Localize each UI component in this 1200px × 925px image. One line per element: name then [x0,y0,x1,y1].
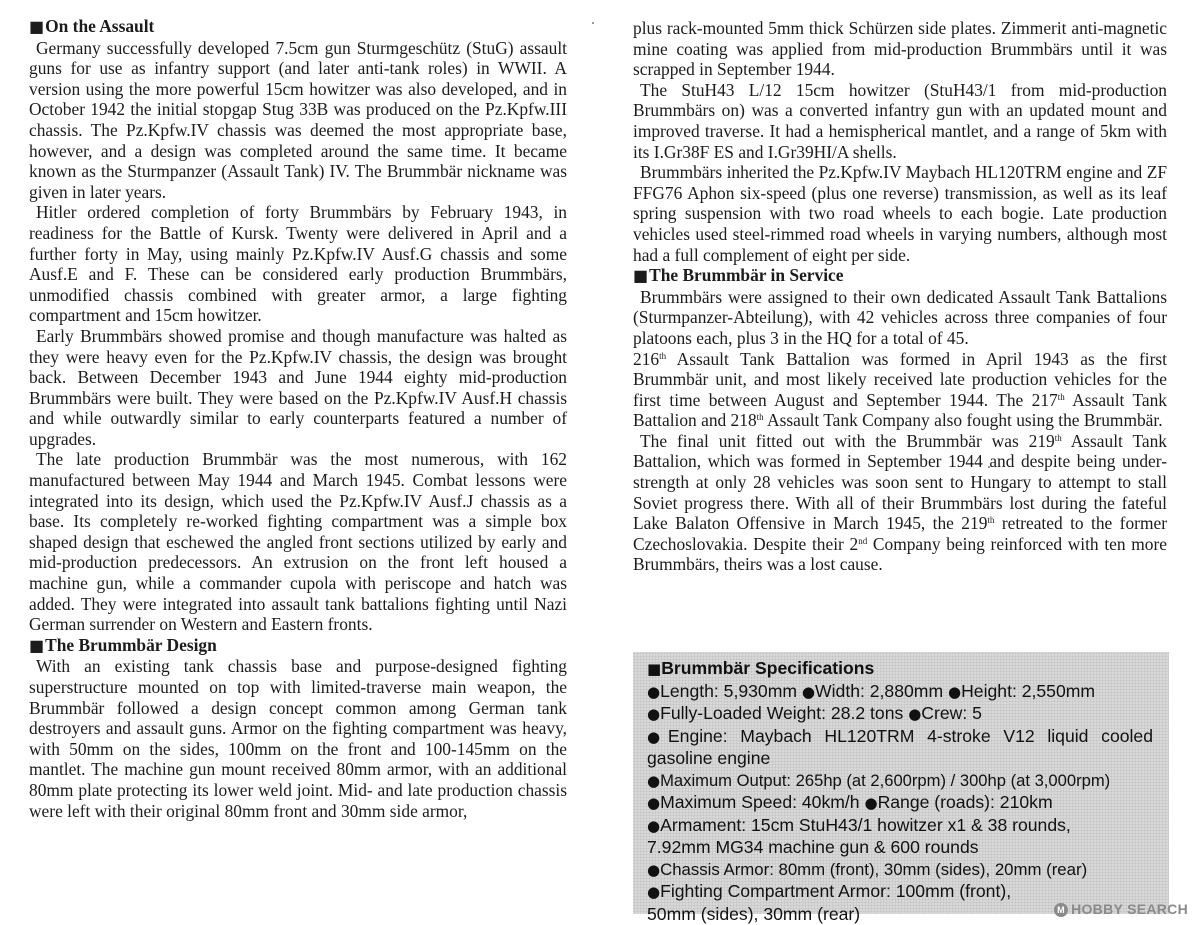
hobby-search-watermark: M HOBBY SEARCH [1054,901,1188,917]
circle-bullet-icon: ● [864,794,878,812]
left-column [29,16,567,821]
circle-bullet-icon: ● [647,794,661,812]
square-bullet-icon: ■ [29,635,45,655]
specs-title: ■Brummbär Specifications [647,658,875,678]
circle-bullet-icon: ● [647,682,661,701]
circle-bullet-icon: ● [647,860,661,879]
paragraph: Germany successfully developed 7.5cm gun Sturmgeschütz (StuG) assault guns for use as infantry support (and later anti-tank roles) in WWII. A version using the more powerful 15cm howitzer was also developed, and in October 1942 the initial stopgap Stug 33B was produced on the Pz.Kpfw.III chassis. The Pz.Kpfw.IV chassis was deemed the most appropriate base, however, and a design was completed around the same time. It became known as the Sturmpanzer (Assault Tank) IV. The Brummbär nickname was given in later years. [29,37,567,202]
paragraph: The final unit fitted out with the Brummbär was 219th Assault Tank Battalion, which was formed in September 1944 and despite being under-strength at only 28 vehicles was soon sent to Hungary to attempt to stall Soviet progress there. With all of their Brummbärs lost during the fateful Lake Balaton Offensive in March 1945, the 219th retreated to the former Czechoslovakia. Despite their 2nd Company being reinforced with ten more Brummbärs, theirs was a lost cause. [633,430,1167,575]
paragraph: Hitler ordered completion of forty Brummbärs by February 1943, in readiness for the Battle of Kursk. Twenty were delivered in April and a further forty in May, using mainly Pz.Kpfw.IV Ausf.G chassis and some Ausf.E and F. These can be considered early production Brummbärs, unmodified chassis combined with greater armor, a large fighting compartment and 15cm howitzer. [29,202,567,326]
spec-row-compartment-armor-cont: 50mm (sides), 30mm (rear) [647,903,861,924]
circle-bullet-icon: ● [647,771,661,790]
margin-dot [592,22,594,24]
spec-row-dimensions: ●Length: 5,930mm ●Width: 2,880mm ●Height: 2,550mm [647,680,1096,701]
circle-bullet-icon: ● [647,705,661,723]
paragraph: With an existing tank chassis base and purpose-designed fighting superstructure mounted on top with limited-traverse main weapon, the Brummbär followed a design concept common among German tank destroyers and assault guns. Armor on the fighting compartment was heavy, with 50mm on the sides, 100mm on the front and 100-145mm on the mantlet. The machine gun mount received 80mm armor, with an additional 80mm plate protecting its lower weld joint. Mid- and late production chassis were left with their original 80mm front and 30mm side armor, [29,656,567,821]
spec-row-output: ●Maximum Output: 265hp (at 2,600rpm) / 300hp (at 3,000rpm) [647,770,1111,790]
spec-row-chassis-armor: ●Chassis Armor: 80mm (front), 30mm (sides), 20mm (rear) [647,859,1088,879]
spec-row-armament-cont: 7.92mm MG34 machine gun & 600 rounds [647,837,979,857]
paragraph: The late production Brummbär was the most numerous, with 162 manufactured between May 1944 and March 1945. Combat lessons were integrated into its design, which used the Pz.Kpfw.IV Ausf.J chassis as a base. Its completely re-worked fighting compartment was a simple box shaped design that eschewed the angled front sections utilized by early and mid-production predecessors. An extrusion on the front left housed a machine gun, while a commander cupola with periscope and hatch was added. They were integrated into assault tank battalions fighting until Nazi German surrender on Western and Eastern fronts. [29,449,567,635]
specifications-box [633,652,1169,924]
circle-bullet-icon: ● [647,727,668,746]
paragraph: 216th Assault Tank Battalion was formed in April 1943 as the first Brummbär unit, and most likely received late production vehicles for the first time between August and September 1944. The 217th Assault Tank Battalion and 218th Assault Tank Company also fought using the Brummbär. [633,348,1167,431]
spec-row-weight: ●Fully-Loaded Weight: 28.2 tons ●Crew: 5 [647,703,982,723]
spec-row-speed: ●Maximum Speed: 40km/h ●Range (roads): 210km [647,792,1053,812]
paragraph: Brummbärs were assigned to their own dedicated Assault Tank Battalions (Sturmpanzer-Abteilung), with 42 vehicles across three companies of four platoons each, plus 3 in the HQ for a total of 45. [633,286,1167,348]
hobby-search-logo-icon: M [1054,903,1068,917]
paragraph: The StuH43 L/12 15cm howitzer (StuH43/1 from mid-production Brummbärs on) was a converted infantry gun with an updated mount and improved traverse. It had a hemispherical mantlet, and a range of 5km with its I.Gr38F ES and I.Gr39HI/A shells. [633,79,1167,162]
circle-bullet-icon: ● [948,682,962,701]
circle-bullet-icon: ● [647,883,661,901]
paragraph-continuation: plus rack-mounted 5mm thick Schürzen side plates. Zimmerit anti-magnetic mine coating was applied from mid-production Brummbärs until it was scrapped in September 1944. [633,18,1167,80]
paragraph: Early Brummbärs showed promise and though manufacture was halted as they were heavy even for the Pz.Kpfw.IV chassis, the design was brought back. Between December 1943 and June 1944 eighty mid-production Brummbärs were built. They were based on the Pz.Kpfw.IV Ausf.H chassis and while outwardly similar to early counterparts featured a number of upgrades. [29,325,567,449]
section-heading-design: ■The Brummbär Design [29,634,217,655]
square-bullet-icon: ■ [647,660,662,678]
spec-row-armament: ●Armament: 15cm StuH43/1 howitzer x1 & 38 rounds, [647,814,1071,835]
circle-bullet-icon: ● [647,816,661,835]
section-heading-service: ■The Brummbär in Service [633,265,844,286]
spec-row-compartment-armor: ●Fighting Compartment Armor: 100mm (front), [647,881,1012,901]
section-heading-assault: ■On the Assault [29,16,155,36]
circle-bullet-icon: ● [908,705,922,723]
right-column [633,18,1167,575]
circle-bullet-icon: ● [801,682,816,701]
paragraph: Brummbärs inherited the Pz.Kpfw.IV Maybach HL120TRM engine and ZF FFG76 Aphon six-speed (plus one reverse) transmission, as well as its leaf spring suspension with two road wheels to each bogie. Late production vehicles used steel-rimmed road wheels in varying numbers, although most had a full complement of eight per side. [633,162,1167,265]
square-bullet-icon: ■ [633,266,649,286]
square-bullet-icon: ■ [29,17,45,36]
spec-row-engine: ●Engine: Maybach HL120TRM 4-stroke V12 liquid cooled gasoline engine [647,725,1153,768]
